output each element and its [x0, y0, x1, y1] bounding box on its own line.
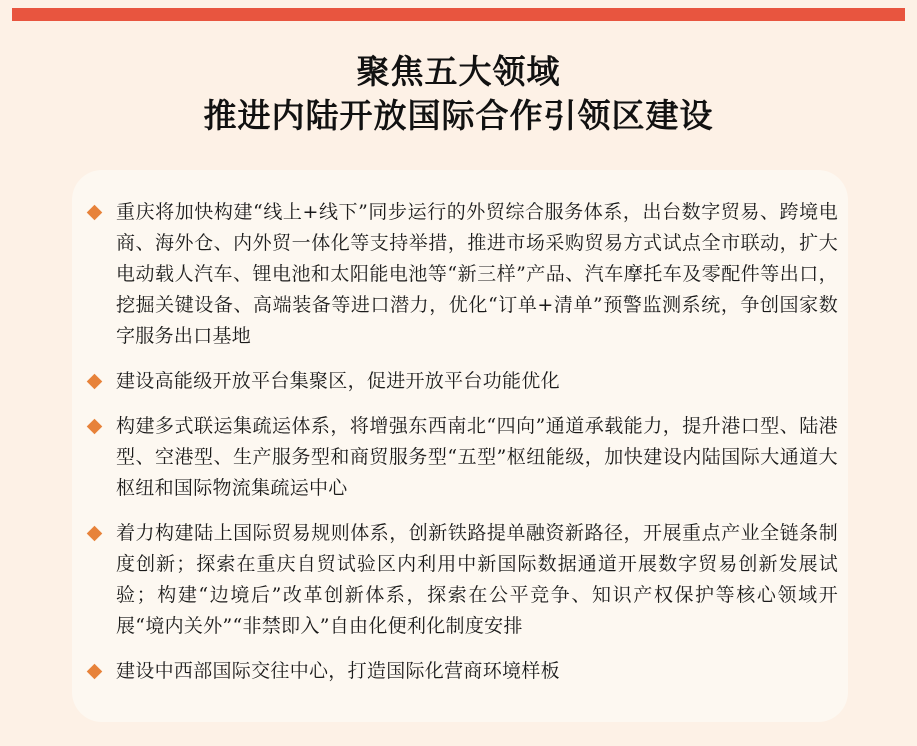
- diamond-bullet-icon: [87, 205, 103, 221]
- list-item: [88, 197, 838, 352]
- diamond-bullet-icon: [87, 374, 103, 390]
- headline-line-2: 推进内陆开放国际合作引领区建设: [203, 96, 714, 135]
- list-item: [88, 518, 838, 642]
- top-accent-bar: [12, 8, 905, 21]
- list-item: [88, 411, 838, 504]
- headline: [0, 50, 917, 138]
- headline-line-1: 聚焦五大领域: [356, 52, 561, 91]
- list-item: [88, 366, 838, 397]
- diamond-bullet-icon: [87, 526, 103, 542]
- diamond-bullet-icon: [87, 664, 103, 680]
- diamond-bullet-icon: [87, 419, 103, 435]
- list-item: [88, 656, 838, 687]
- list-item-text: 建设中西部国际交往中心，打造国际化营商环境样板: [116, 660, 560, 682]
- list-item-text: 重庆将加快构建“线上+线下”同步运行的外贸综合服务体系，出台数字贸易、跨境电商、海外仓、内外贸一体化等支持举措，推进市场采购贸易方式试点全市联动，扩大电动载人汽车、锂电池和太阳能电池等“新三样”产品、汽车摩托车及零配件等出口，挖掘关键设备、高端装备等进口潜力，优化“订单+清单”预警监测系统，争创国家数字服务出口基地: [116, 201, 838, 347]
- policy-list: [88, 197, 838, 701]
- list-item-text: 构建多式联运集疏运体系，将增强东西南北“四向”通道承载能力，提升港口型、陆港型、空港型、生产服务型和商贸服务型“五型”枢纽能级，加快建设内陆国际大通道大枢纽和国际物流集疏运中心: [116, 415, 838, 499]
- list-item-text: 着力构建陆上国际贸易规则体系，创新铁路提单融资新路径，开展重点产业全链条制度创新；探索在重庆自贸试验区内利用中新国际数据通道开展数字贸易创新发展试验；构建“边境后”改革创新体系，探索在公平竞争、知识产权保护等核心领域开展“境内关外”“非禁即入”自由化便利化制度安排: [116, 522, 838, 637]
- list-item-text: 建设高能级开放平台集聚区，促进开放平台功能优化: [116, 370, 560, 392]
